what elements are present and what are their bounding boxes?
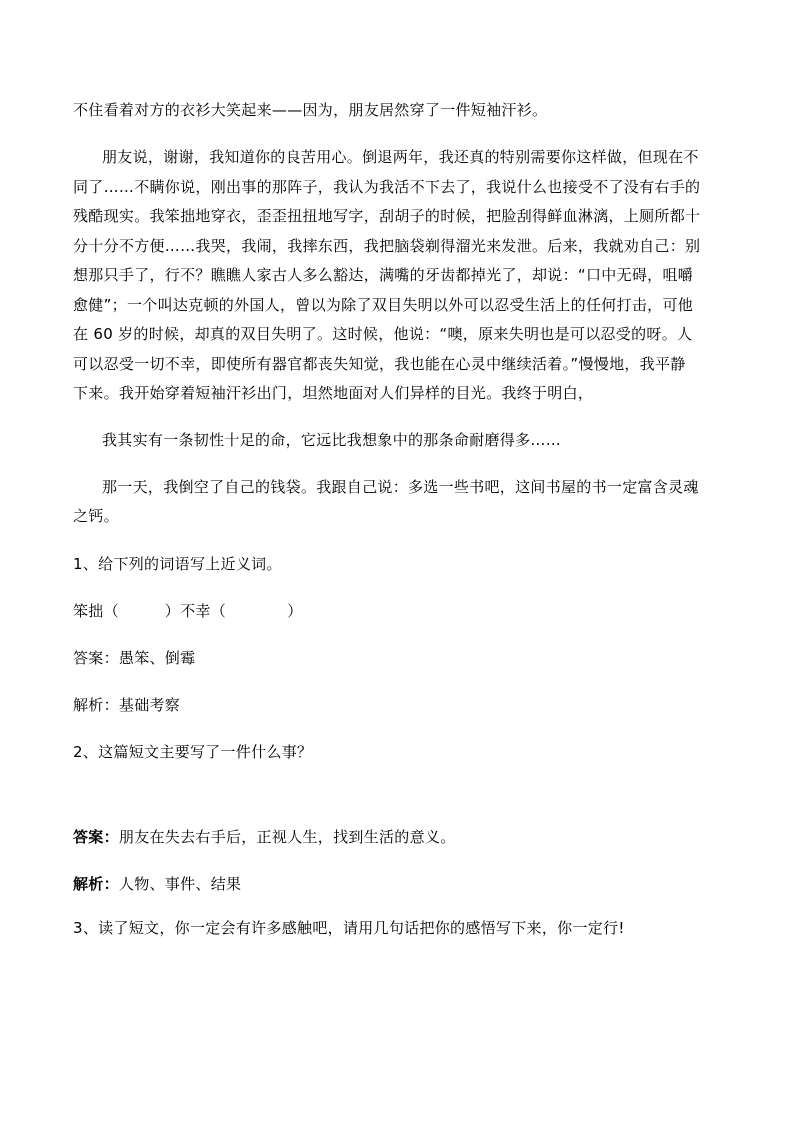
answer-label: 答案：: [73, 828, 119, 846]
question-1-prompt: 1、给下列的词语写上近义词。: [73, 555, 282, 573]
passage-line-8: 在 60 岁的时候，却真的双目失明了。这时候，他说：“噢，原来失明也是可以忍受的呀。人: [73, 325, 693, 343]
passage-line-2: 朋友说，谢谢，我知道你的良苦用心。倒退两年，我还真的特别需要你这样做，但现在不: [102, 148, 699, 166]
passage-line-12: 那一天，我倒空了自己的钱袋。我跟自己说：多选一些书吧，这间书屋的书一定富含灵魂: [102, 478, 699, 496]
question-1-blanks: 笨拙（ ）不幸（ ）: [73, 602, 303, 620]
question-2-analysis: [73, 875, 733, 893]
analysis-label: 解析：: [73, 875, 119, 893]
question-1-analysis: 解析：基础考察: [73, 696, 181, 714]
passage-line-9: 可以忍受一切不幸，即使所有器官都丧失知觉，我也能在心灵中继续活着。”慢慢地，我平静: [73, 355, 686, 373]
analysis-text: 人物、事件、结果: [118, 875, 242, 893]
passage-line-6: 想那只手了，行不？瞧瞧人家古人多么豁达，满嘴的牙齿都掉光了，却说：“口中无碍，咀嚼: [73, 266, 694, 284]
passage-line-1: 不住看着对方的衣衫大笑起来——因为，朋友居然穿了一件短袖汗衫。: [73, 101, 548, 119]
passage-line-5: 分十分不方便……我哭，我闹，我摔东西，我把脑袋剃得溜光来发泄。后来，我就劝自己：别: [73, 237, 701, 255]
passage-line-11: 我其实有一条韧性十足的命，它远比我想象中的那条命耐磨得多……: [102, 431, 562, 449]
question-1-answer: 答案：愚笨、倒霉: [73, 649, 196, 667]
passage-line-7: 愈健”；一个叫达克顿的外国人，曾以为除了双目失明以外可以忍受生活上的任何打击，可他: [73, 296, 694, 314]
question-2-answer: [73, 828, 733, 846]
passage-line-13: 之钙。: [73, 507, 119, 525]
question-2-prompt: 2、这篇短文主要写了一件什么事？: [73, 743, 313, 761]
passage-line-4: 残酷现实。我笨拙地穿衣，歪歪扭扭地写字，刮胡子的时候，把脸刮得鲜血淋漓，上厕所都十: [73, 207, 701, 225]
passage-line-3: 同了……不瞒你说，刚出事的那阵子，我认为我活不下去了，我说什么也接受不了没有右手的: [73, 178, 701, 196]
answer-text: 朋友在失去右手后，正视人生，找到生活的意义。: [118, 828, 456, 846]
passage-line-10: 下来。我开始穿着短袖汗衫出门，坦然地面对人们异样的目光。我终于明白，: [73, 384, 594, 402]
question-3-prompt: 3、读了短文，你一定会有许多感触吧，请用几句话把你的感悟写下来，你一定行!: [73, 919, 625, 937]
